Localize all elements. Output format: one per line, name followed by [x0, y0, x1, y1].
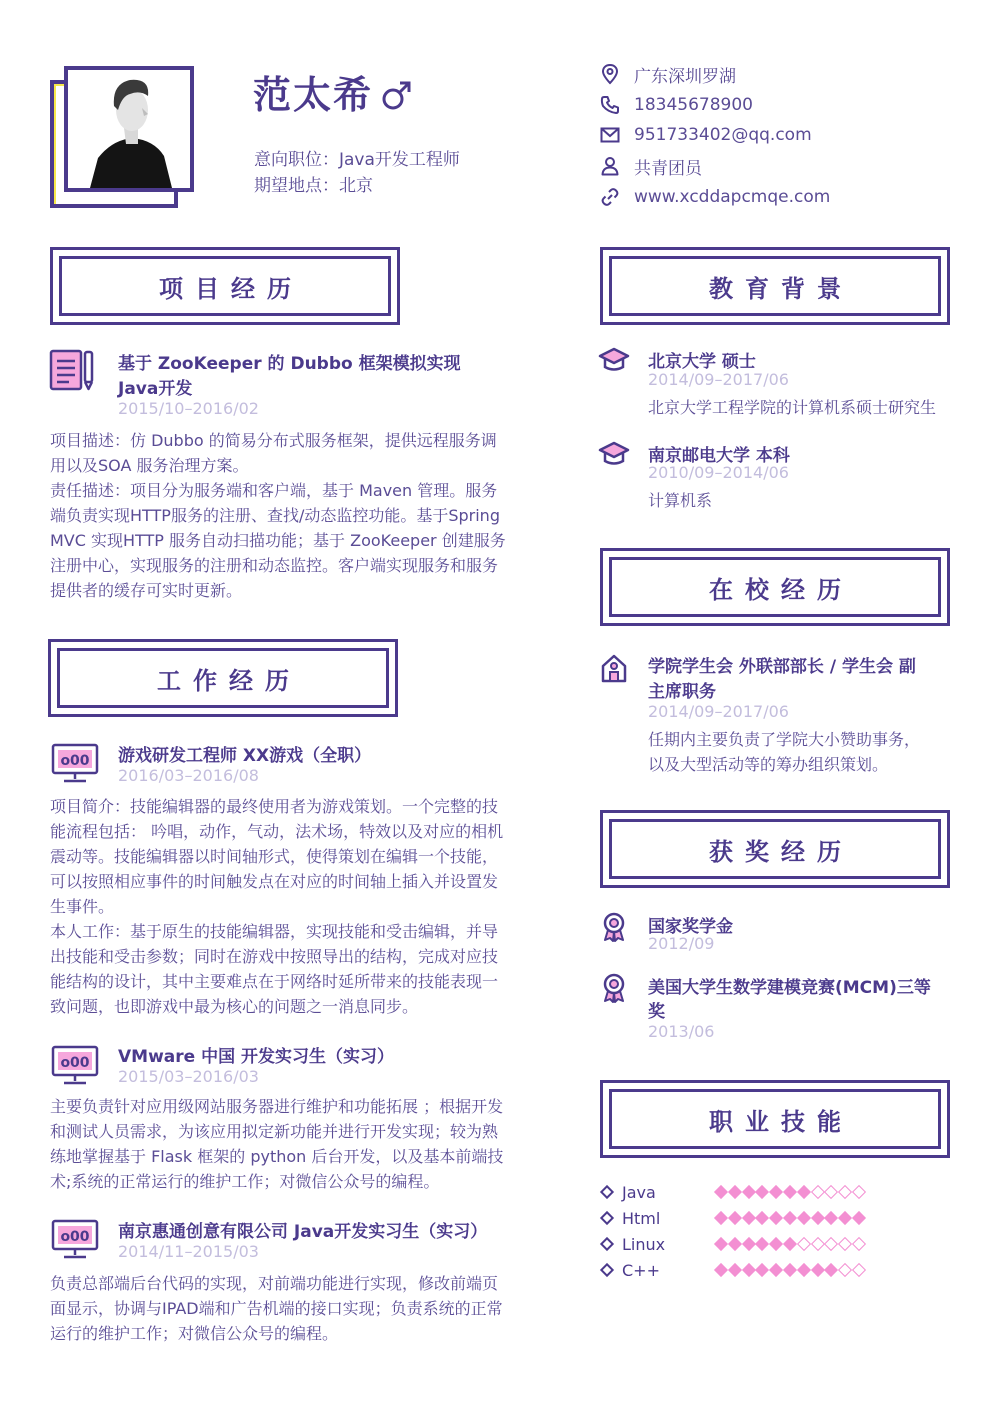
education-major: 北京大学工程学院的计算机系硕士研究生: [648, 398, 937, 417]
skill-diamond-filled: [742, 1185, 756, 1199]
diamond-bullet-icon: [600, 1237, 614, 1251]
monitor-icon: [50, 1044, 100, 1086]
campus-description: 任期内主要负责了学院大小赞助事务，: [648, 730, 921, 749]
diamond-bullet-icon: [600, 1263, 614, 1277]
award-title: 国家奖学金: [648, 917, 733, 937]
skill-diamond-empty: [824, 1185, 838, 1199]
skill-diamond-filled: [811, 1263, 825, 1277]
candidate-name: 范太希: [253, 73, 374, 117]
graduation-cap-icon: [598, 440, 630, 468]
work-description: 项目简介：技能编辑器的最终使用者为游戏策划。一个完整的技 能流程包括： 吟唱，动作，气动，法术场，特效以及对应的相机 震动等。技能编辑器以时间轴形式，使得策划在编辑一个技能， 可以按照相应事件的时间触发点在对应的时间轴上插入并设置发 生事件。 本人工作：基于原生的技能编辑器，实现技能和受击编辑，并导 出技能和受击参数；同时在游戏中按照导出的结构，完成对应技 能结构的设计，其中主要难点在于网络时延所带来的技能表现一 致问题，也即游戏中最为核心的问题之一消息同步。: [50, 797, 504, 1016]
skill-diamond-filled: [742, 1211, 756, 1225]
mail-icon: [598, 124, 622, 146]
skill-level-meter: [716, 1213, 868, 1223]
document-pen-icon: [48, 348, 98, 392]
project-role: Java开发: [118, 379, 193, 399]
skill-diamond-empty: [852, 1237, 866, 1251]
diamond-bullet-icon: [600, 1185, 614, 1199]
section-header-awards: 获奖经历: [600, 810, 950, 888]
phone-icon: [598, 94, 622, 116]
school-building-icon: [600, 652, 628, 684]
skill-diamond-filled: [728, 1237, 742, 1251]
contact-email: 951733402@qq.com: [598, 123, 812, 147]
section-header-campus: 在校经历: [600, 548, 950, 626]
work-date: 2015/03–2016/03: [118, 1067, 259, 1086]
contact-political-status: 共青团员: [598, 154, 702, 178]
skill-diamond-filled: [769, 1263, 783, 1277]
skill-diamond-filled: [728, 1263, 742, 1277]
work-title: VMware 中国 开发实习生（实习）: [118, 1047, 395, 1067]
svg-text:o00: o00: [60, 1055, 90, 1071]
skill-diamond-filled: [783, 1211, 797, 1225]
skill-diamond-filled: [769, 1211, 783, 1225]
link-icon: [598, 186, 622, 208]
skill-row: Html: [600, 1207, 712, 1229]
skill-diamond-filled: [811, 1211, 825, 1225]
skill-level-meter: [716, 1239, 868, 1249]
skill-diamond-filled: [797, 1211, 811, 1225]
contact-phone: 18345678900: [598, 93, 753, 117]
section-header-projects: 项目经历: [50, 247, 400, 325]
campus-description-cont: 以及大型活动等的筹办组织策划。: [648, 755, 889, 774]
project-title: 基于 ZooKeeper 的 Dubbo 框架模拟实现: [118, 354, 461, 374]
svg-text:o00: o00: [60, 1229, 90, 1245]
skill-row: C++: [600, 1259, 712, 1281]
skill-diamond-filled: [769, 1185, 783, 1199]
campus-role-cont: 主席职务: [648, 682, 716, 702]
skill-diamond-filled: [783, 1185, 797, 1199]
work-date: 2016/03–2016/08: [118, 766, 259, 785]
skill-diamond-filled: [728, 1185, 742, 1199]
skill-diamond-filled: [824, 1211, 838, 1225]
education-date: 2010/09–2014/06: [648, 463, 789, 482]
skill-diamond-filled: [755, 1185, 769, 1199]
award-title-cont: 奖: [648, 1002, 665, 1022]
skill-diamond-filled: [769, 1237, 783, 1251]
desired-position: 意向职位：Java开发工程师: [254, 150, 460, 170]
award-date: 2013/06: [648, 1022, 715, 1041]
skill-diamond-filled: [714, 1211, 728, 1225]
section-header-work: 工作经历: [48, 639, 398, 717]
skill-diamond-filled: [797, 1185, 811, 1199]
campus-date: 2014/09–2017/06: [648, 702, 789, 721]
person-icon: [598, 155, 622, 177]
project-date: 2015/10–2016/02: [118, 399, 259, 418]
skill-diamond-filled: [852, 1211, 866, 1225]
skill-diamond-empty: [838, 1237, 852, 1251]
skill-diamond-empty: [838, 1263, 852, 1277]
skill-diamond-empty: [811, 1237, 825, 1251]
skill-diamond-empty: [852, 1185, 866, 1199]
skill-diamond-filled: [755, 1263, 769, 1277]
skill-diamond-filled: [714, 1185, 728, 1199]
skill-diamond-filled: [728, 1211, 742, 1225]
skill-diamond-filled: [714, 1263, 728, 1277]
skill-diamond-filled: [824, 1263, 838, 1277]
skill-diamond-empty: [797, 1237, 811, 1251]
work-title: 南京惠通创意有限公司 Java开发实习生（实习）: [118, 1222, 488, 1242]
skill-diamond-empty: [838, 1185, 852, 1199]
graduation-cap-icon: [598, 346, 630, 374]
skill-diamond-filled: [742, 1237, 756, 1251]
skill-diamond-filled: [783, 1237, 797, 1251]
skill-diamond-filled: [838, 1211, 852, 1225]
skill-diamond-empty: [824, 1237, 838, 1251]
education-date: 2014/09–2017/06: [648, 370, 789, 389]
work-description: 负责总部端后台代码的实现，对前端功能进行实现，修改前端页 面显示，协调与IPAD端和广告机端的接口实现；负责系统的正常 运行的维护工作；对微信公众号的编程。: [50, 1274, 503, 1343]
skill-level-meter: [716, 1187, 868, 1197]
desired-location: 期望地点：北京: [254, 176, 373, 196]
contact-website[interactable]: www.xcddapcmqe.com: [598, 185, 830, 209]
contact-address: 广东深圳罗湖: [598, 62, 736, 86]
profile-photo: [64, 66, 194, 192]
award-medal-icon: [600, 973, 628, 1003]
award-date: 2012/09: [648, 934, 715, 953]
project-description: 项目描述：仿 Dubbo 的简易分布式服务框架，提供远程服务调 用以及SOA 服务治理方案。 责任描述：项目分为服务端和客户端，基于 Maven 管理。服务 端负责实现HTTP服务的注册、查找/动态监控功能。基于Spring MVC 实现HTTP 服务自动扫描功能；基于 ZooKeeper 创建服务 注册中心，实现服务的注册和动态监控。客户端实现服务和服务 提供者的缓存可实时更新。: [50, 431, 506, 600]
monitor-icon: [50, 1218, 100, 1260]
skill-diamond-filled: [755, 1237, 769, 1251]
skill-level-meter: [716, 1265, 868, 1275]
work-description: 主要负责针对应用级网站服务器进行维护和功能拓展 ；根据开发 和测试人员需求，为该应用拟定新功能并进行开发实现；较为熟 练地掌握基于 Flask 框架的 python 后台开发，以及基本前端技 术;系统的正常运行的维护工作；对微信公众号的编程。: [50, 1097, 504, 1191]
work-title: 游戏研发工程师 XX游戏（全职）: [118, 746, 372, 766]
skill-diamond-empty: [852, 1263, 866, 1277]
skill-diamond-filled: [797, 1263, 811, 1277]
skill-diamond-filled: [755, 1211, 769, 1225]
skill-row: Java: [600, 1181, 712, 1203]
award-title: 美国大学生数学建模竞赛(MCM)三等: [648, 978, 931, 998]
diamond-bullet-icon: [600, 1211, 614, 1225]
section-header-education: 教育背景: [600, 247, 950, 325]
skill-diamond-filled: [783, 1263, 797, 1277]
svg-text:o00: o00: [60, 753, 90, 769]
education-major: 计算机系: [648, 491, 713, 510]
award-medal-icon: [600, 912, 628, 942]
skill-row: Linux: [600, 1233, 712, 1255]
male-symbol-icon: [380, 78, 414, 112]
skill-diamond-filled: [714, 1237, 728, 1251]
education-school: 北京大学 硕士: [648, 352, 756, 372]
section-header-skills: 职业技能: [600, 1080, 950, 1158]
skill-diamond-filled: [742, 1263, 756, 1277]
work-date: 2014/11–2015/03: [118, 1242, 259, 1261]
campus-role: 学院学生会 外联部部长 / 学生会 副: [648, 657, 916, 677]
skill-diamond-empty: [811, 1185, 825, 1199]
monitor-icon: [50, 742, 100, 784]
education-school: 南京邮电大学 本科: [648, 446, 790, 466]
location-pin-icon: [598, 63, 622, 85]
